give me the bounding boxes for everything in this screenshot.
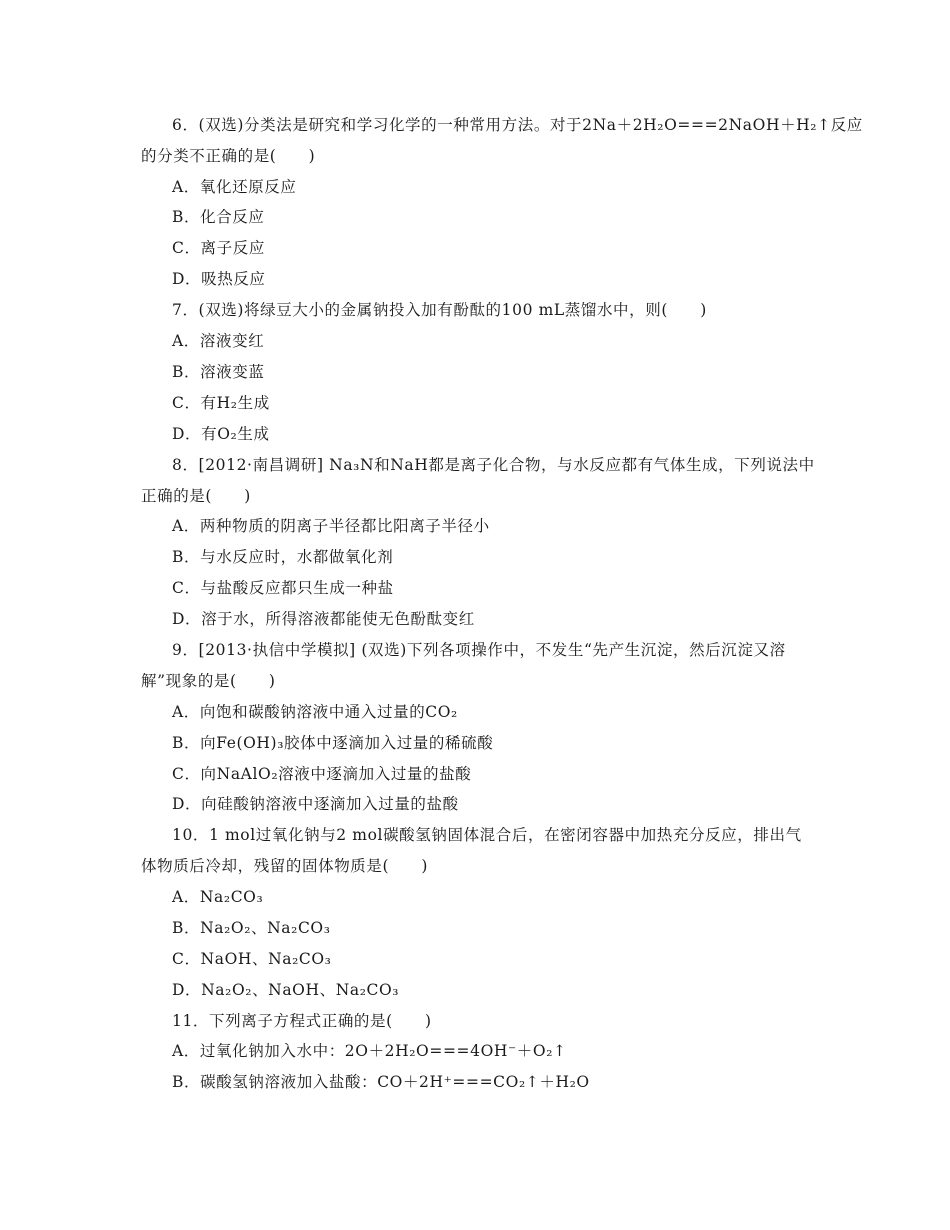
question-11-option-b: B．碳酸氢钠溶液加入盐酸：CO＋2H⁺===CO₂↑＋H₂O	[172, 1073, 590, 1091]
question-7-option-c: C．有H₂生成	[172, 394, 270, 412]
question-10-option-d: D．Na₂O₂、NaOH、Na₂CO₃	[172, 981, 400, 999]
question-9-stem-continued: 解”现象的是( )	[141, 672, 276, 690]
question-11-option-a: A．过氧化钠加入水中：2O＋2H₂O===4OH⁻＋O₂↑	[172, 1042, 567, 1060]
question-6-option-b: B．化合反应	[172, 208, 265, 226]
question-10-option-a: A．Na₂CO₃	[172, 888, 264, 906]
question-8-stem-continued: 正确的是( )	[141, 487, 251, 505]
question-9-option-c: C．向NaAlO₂溶液中逐滴加入过量的盐酸	[172, 765, 472, 783]
question-11-stem: 11．下列离子方程式正确的是( )	[172, 1012, 432, 1030]
question-9-option-b: B．向Fe(OH)₃胶体中逐滴加入过量的稀硫酸	[172, 734, 494, 752]
question-10-option-b: B．Na₂O₂、Na₂CO₃	[172, 919, 331, 937]
question-8-stem: 8．[2012·南昌调研] Na₃N和NaH都是离子化合物，与水反应都有气体生成，下列说法中	[172, 456, 815, 474]
question-10-option-c: C．NaOH、Na₂CO₃	[172, 950, 332, 968]
question-9-stem: 9．[2013·执信中学模拟] (双选)下列各项操作中，不发生“先产生沉淀，然后沉淀又溶	[172, 641, 786, 659]
question-8-option-b: B．与水反应时，水都做氧化剂	[172, 548, 394, 566]
question-6-option-a: A．氧化还原反应	[172, 178, 297, 196]
question-6-stem-continued: 的分类不正确的是( )	[141, 147, 316, 165]
question-7-option-b: B．溶液变蓝	[172, 363, 265, 381]
question-7-option-d: D．有O₂生成	[172, 425, 270, 443]
question-9-option-a: A．向饱和碳酸钠溶液中通入过量的CO₂	[172, 703, 458, 721]
question-6-option-c: C．离子反应	[172, 239, 265, 257]
question-6-stem: 6．(双选)分类法是研究和学习化学的一种常用方法。对于2Na＋2H₂O===2NaOH＋H₂↑反应	[172, 116, 863, 134]
question-8-option-a: A．两种物质的阴离子半径都比阳离子半径小	[172, 517, 490, 535]
question-10-stem-continued: 体物质后冷却，残留的固体物质是( )	[141, 857, 428, 875]
question-7-option-a: A．溶液变红	[172, 332, 265, 350]
question-8-option-c: C．与盐酸反应都只生成一种盐	[172, 579, 394, 597]
question-10-stem: 10．1 mol过氧化钠与2 mol碳酸氢钠固体混合后，在密闭容器中加热充分反应，排出气	[172, 826, 802, 844]
question-9-option-d: D．向硅酸钠溶液中逐滴加入过量的盐酸	[172, 795, 459, 813]
question-6-option-d: D．吸热反应	[172, 270, 266, 288]
question-7-stem: 7．(双选)将绿豆大小的金属钠投入加有酚酞的100 mL蒸馏水中，则( )	[172, 301, 707, 319]
question-8-option-d: D．溶于水，所得溶液都能使无色酚酞变红	[172, 610, 475, 628]
